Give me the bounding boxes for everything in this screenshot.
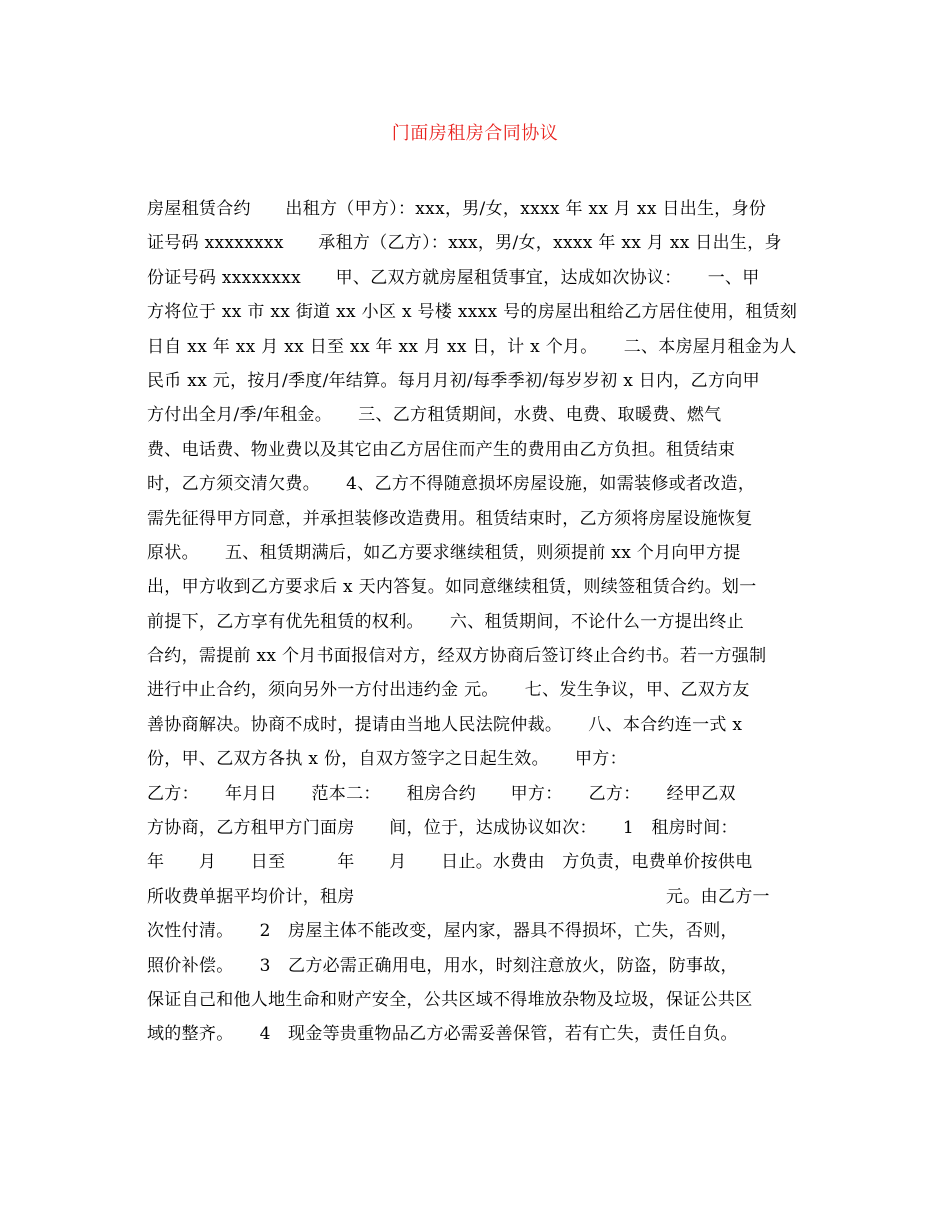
body-line: 方协商，乙方租甲方门面房 间，位于，达成协议如次： 1 租房时间：	[147, 818, 738, 839]
document-title: 门面房租房合同协议	[391, 123, 559, 144]
body-line: 照价补偿。 3 乙方必需正确用电，用水，时刻注意放火，防盗，防事故，	[147, 955, 738, 976]
body-line: 次性付清。 2 房屋主体不能改变，屋内家，器具不得损坏，亡失，否则，	[147, 921, 738, 942]
body-line: 份证号码 xxxxxxxx 甲、乙双方就房屋租赁事宜，达成如次协议： 一、甲	[147, 267, 760, 288]
body-line: 所收费单据平均价计，租房 元。由乙方一	[147, 886, 770, 907]
document-body	[147, 192, 827, 1052]
body-line: 时，乙方须交清欠费。 4、乙方不得随意损坏房屋设施，如需装修或者改造，	[147, 474, 756, 495]
body-line: 善协商解决。协商不成时，提请由当地人民法院仲裁。 八、本合约连一式 x	[147, 714, 743, 735]
body-line: 房屋租赁合约 出租方（甲方）：xxx，男/女，xxxx 年 xx 月 xx 日出生，身份	[147, 199, 767, 219]
body-line: 份，甲、乙双方各执 x 份，自双方签字之日起生效。 甲方：	[147, 749, 627, 770]
body-line: 保证自己和他人地生命和财产安全，公共区域不得堆放杂物及垃圾，保证公共区	[147, 989, 753, 1010]
body-line: 合约，需提前 xx 个月书面报信对方，经双方协商后签订终止合约书。若一方强制	[147, 646, 767, 667]
body-line: 费、电话费、物业费以及其它由乙方居住而产生的费用由乙方负担。租赁结束	[147, 439, 736, 460]
body-line: 方付出全月/季/年租金。 三、乙方租赁期间，水费、电费、取暖费、燃气	[147, 405, 722, 426]
body-line: 需先征得甲方同意，并承担装修改造费用。租赁结束时，乙方须将房屋设施恢复	[147, 508, 753, 529]
body-line: 民币 xx 元，按月/季度/年结算。每月月初/每季季初/每岁岁初 x 日内，乙方向甲	[147, 370, 760, 391]
body-line: 域的整齐。 4 现金等贵重物品乙方必需妥善保管，若有亡失，责任自负。	[147, 1024, 738, 1045]
body-line: 年 月 日至 年 月 日止。水费由 方负责，电费单价按供电	[147, 852, 753, 873]
body-line: 日自 xx 年 xx 月 xx 日至 xx 年 xx 月 xx 日，计 x 个月。 二、本房屋月租金为人	[147, 336, 797, 357]
body-line: 证号码 xxxxxxxx 承租方（乙方）：xxx，男/女，xxxx 年 xx 月 xx 日出生，身	[147, 233, 782, 254]
body-line: 原状。 五、租赁期满后，如乙方要求继续租赁，则须提前 xx 个月向甲方提	[147, 542, 741, 563]
body-line: 方将位于 xx 市 xx 街道 xx 小区 x 号楼 xxxx 号的房屋出租给乙方居住使用，租赁刻	[147, 302, 798, 323]
body-line: 前提下，乙方享有优先租赁的权利。 六、租赁期间，不论什么一方提出终止	[147, 611, 744, 632]
body-line: 进行中止合约，须向另外一方付出违约金 元。 七、发生争议，甲、乙双方友	[147, 680, 750, 701]
body-line: 出，甲方收到乙方要求后 x 天内答复。如同意继续租赁，则续签租赁合约。划一	[147, 577, 757, 598]
body-line: 乙方： 年月日 范本二： 租房合约 甲方： 乙方： 经甲乙双	[147, 783, 736, 804]
